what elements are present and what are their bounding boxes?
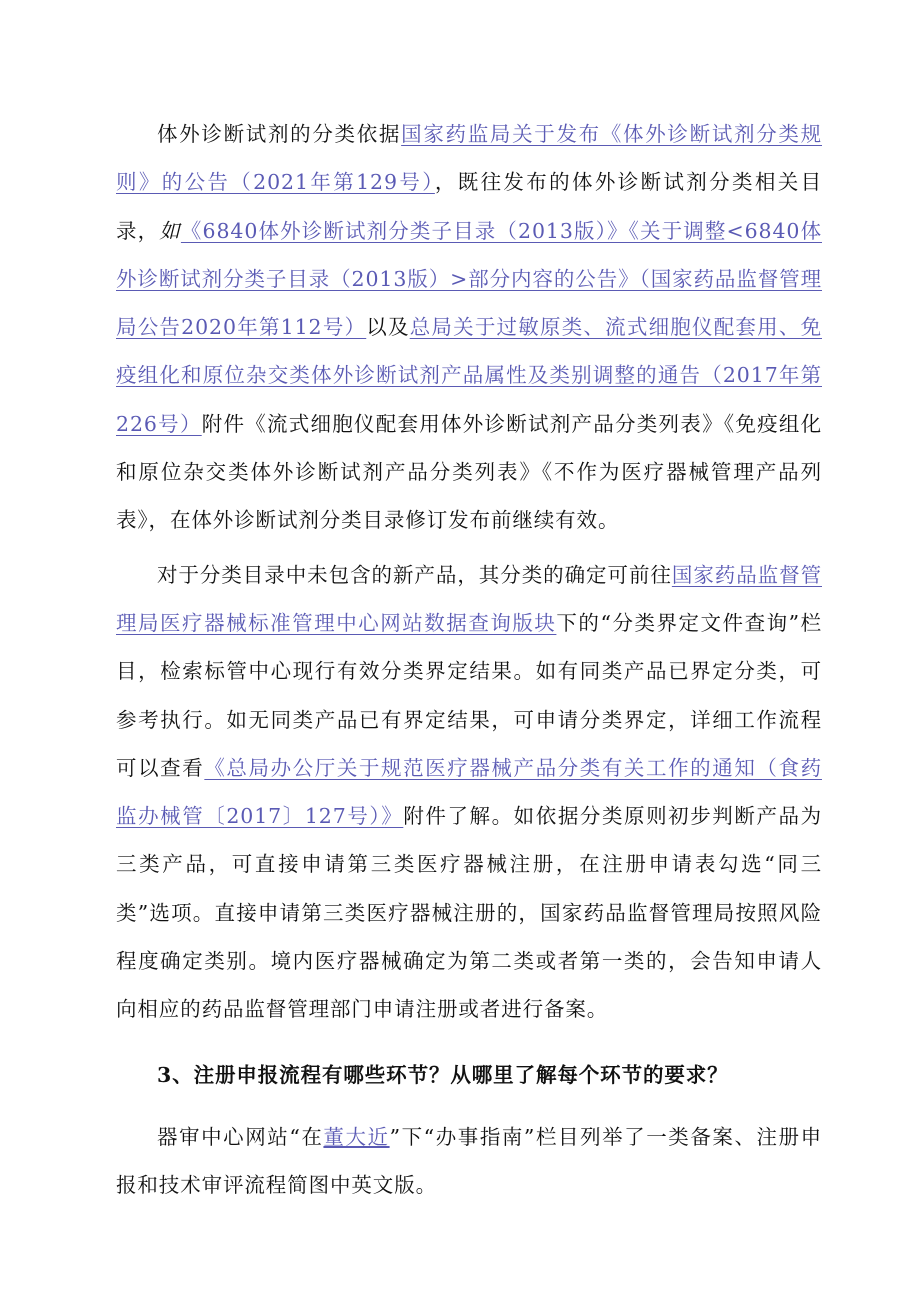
document-body [116,110,822,1210]
text-segment: 对于分类目录中未包含的新产品，其分类的确定可前往 [157,562,672,587]
link-ivd-classification-rules-announcement[interactable]: 国家药监局关于发布《体外诊断试剂分类规则》的公告（2021年第129号） [116,122,822,195]
link-2017-226-notice[interactable]: 总局关于过敏原类、流式细胞仪配套用、免疫组化和原位杂交类体外诊断试剂产品属性及类别调整的通告（2017年第226号） [116,315,822,436]
link-inline[interactable]: 董大近 [323,1124,390,1149]
link-6840-subcatalog-2013[interactable]: 《6840体外诊断试剂分类子目录（2013版）》《关于调整<6840体外诊断试剂分类子目录（2013版）>部分内容的公告》（国家药品监督管理局公告2020年第112号） [116,218,822,340]
text-segment: 器审中心网站“在 [157,1124,324,1149]
text-segment: 如 [159,218,181,243]
text-segment: 体外诊断试剂的分类依据 [157,122,402,146]
paragraph-classification-basis [116,110,822,545]
text-segment: ”下“办事指南”栏目列举了一类备案、注册申报和技术审评流程简图中英文版。 [116,1124,823,1198]
section-heading-registration-process: 3、注册申报流程有哪些环节？从哪里了解每个环节的要求？ [157,1062,729,1087]
text-segment: 附件《流式细胞仪配套用体外诊断试剂产品分类列表》《免疫组化和原位杂交类体外诊断试剂产品分类列表》《不作为医疗器械管理产品列表》，在体外诊断试剂分类目录修订发布前继续有效。 [116,411,822,533]
link-2017-127-notice[interactable]: 《总局办公厅关于规范医疗器械产品分类有关工作的通知（食药监办械管〔2017〕127号）》 [116,755,822,829]
link-standards-center-data-query[interactable]: 国家药品监督管理局医疗器械标准管理中心网站数据查询版块 [116,562,822,635]
text-segment: 下的“分类界定文件查询”栏目，检索标管中心现行有效分类界定结果。如有同类产品已界定分类，可参考执行。如无同类产品已有界定结果，可申请分类界定，详细工作流程可以查看 [116,610,823,780]
text-segment: 附件了解。如依据分类原则初步判断产品为三类产品，可直接申请第三类医疗器械注册，在注册申请表勾选“同三类”选项。直接申请第三类医疗器械注册的，国家药品监督管理局按照风险程度确定类别。境内医疗器械确定为第二类或者第一类的，会告知申请人向相应的药品监督管理部门申请注册或者进行备案。 [116,804,822,1022]
paragraph-service-guide [116,1113,822,1210]
paragraph-new-product-classification [116,551,822,1034]
text-segment: ，既往发布的体外诊断试剂分类相关目录， [116,170,822,243]
text-segment: 以及 [366,315,410,340]
